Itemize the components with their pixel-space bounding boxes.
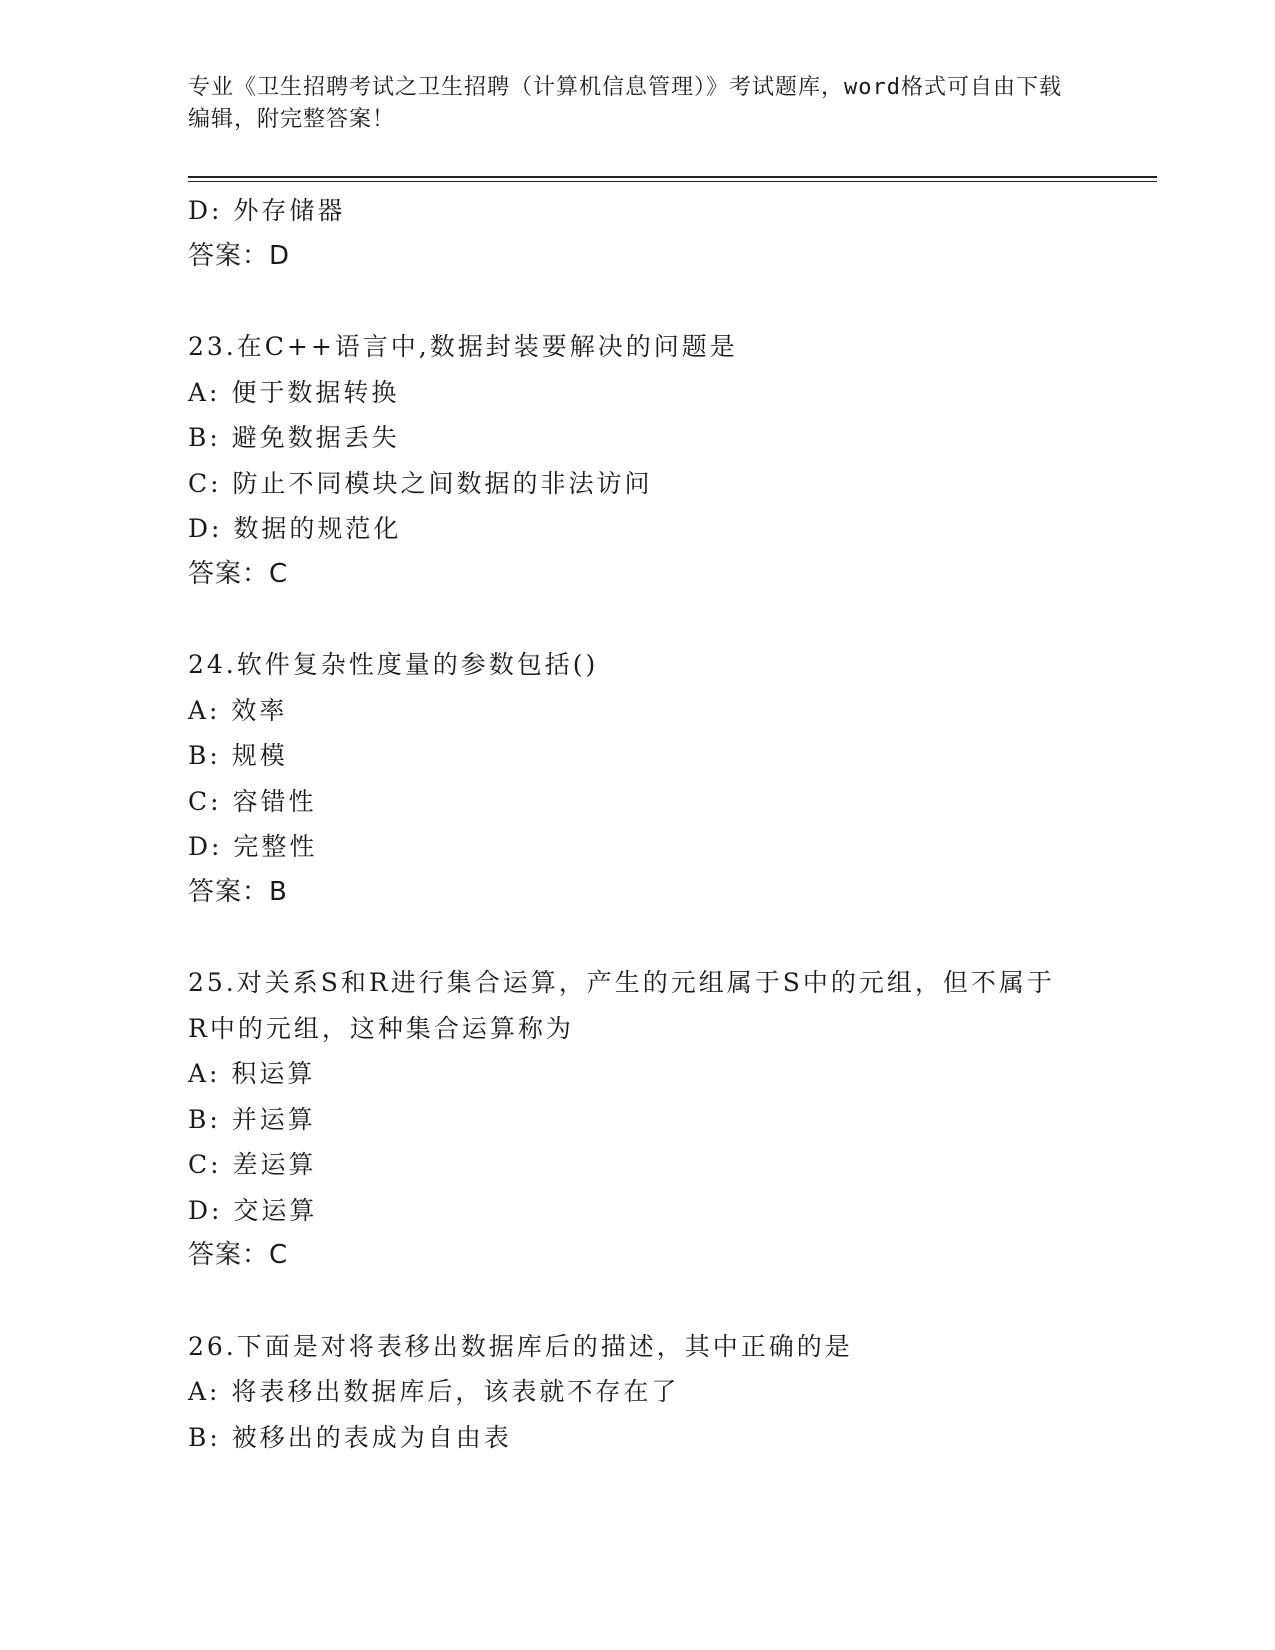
answer: 答案：D — [188, 240, 291, 271]
option-c: C: 防止不同模块之间数据的非法访问 — [188, 468, 653, 498]
option-d: D: 外存储器 — [188, 196, 346, 225]
option-d: D: 数据的规范化 — [188, 514, 402, 543]
spacer — [188, 279, 1088, 324]
option-b: B: 规模 — [188, 741, 288, 770]
question-stem: 25.对关系S和R进行集合运算，产生的元组属于S中的元组，但不属于R中的元组，这种集合运算称为 — [188, 968, 1055, 1043]
header-divider-thick — [188, 176, 1157, 178]
header-divider-thin — [188, 181, 1157, 182]
question-stem: 23.在C++语言中,数据封装要解决的问题是 — [188, 332, 738, 361]
question-content — [188, 188, 1088, 1460]
option-c: C: 差运算 — [188, 1150, 317, 1179]
option-b: B: 并运算 — [188, 1104, 316, 1134]
option-c: C: 容错性 — [188, 786, 317, 816]
spacer — [188, 1279, 1088, 1324]
spacer — [188, 915, 1088, 960]
option-a: A: 便于数据转换 — [188, 377, 400, 407]
answer: 答案：B — [188, 876, 288, 907]
question-stem: 26.下面是对将表移出数据库后的描述，其中正确的是 — [188, 1331, 853, 1361]
option-a: A: 效率 — [188, 695, 288, 725]
option-b: B: 避免数据丢失 — [188, 423, 400, 452]
spacer — [188, 597, 1088, 642]
option-b: B: 被移出的表成为自由表 — [188, 1422, 512, 1452]
option-a: A: 将表移出数据库后，该表就不存在了 — [188, 1377, 680, 1406]
answer: 答案：C — [188, 1240, 289, 1270]
option-d: D: 交运算 — [188, 1195, 318, 1225]
option-a: A: 积运算 — [188, 1059, 316, 1088]
question-stem: 24.软件复杂性度量的参数包括() — [188, 650, 599, 679]
answer: 答案：C — [188, 558, 289, 589]
document-header: 专业《卫生招聘考试之卫生招聘（计算机信息管理）》考试题库，word格式可自由下载编辑，附完整答案！ — [188, 75, 1062, 132]
option-d: D: 完整性 — [188, 832, 318, 861]
